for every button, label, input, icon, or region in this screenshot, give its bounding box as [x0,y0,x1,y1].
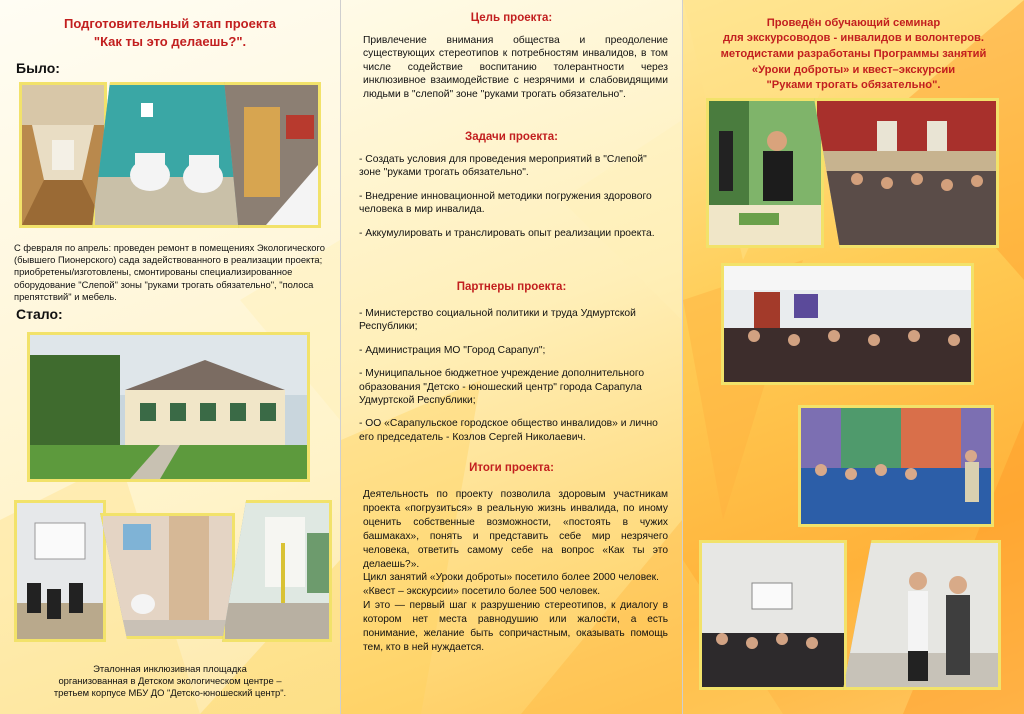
equipment-photo-classroom [14,500,106,642]
corridor-image [22,85,104,225]
task-item: - Внедрение инновационной методики погружения здорового человека в мир инвалида. [359,190,652,216]
classroom-image [17,503,103,639]
panel-seminar [683,0,1024,714]
partners-list [359,307,671,454]
speaker-image [709,101,821,245]
panel1-title-line2: "Как ты это делаешь?". [93,34,247,49]
goal-heading: Цель проекта: [470,12,553,24]
panel1-title-line1: Подготовительный этап проекта [64,16,276,31]
students-image [801,408,991,524]
seminar-title-line3: методистами разработаны Программы занятий [720,48,987,60]
results-heading: Итоги проекта: [469,462,554,474]
tasks-list [359,153,671,250]
hall-audience-image [724,266,971,382]
tasks-heading: Задачи проекта: [465,131,558,143]
seminar-photo-audience [814,98,999,248]
seminar-title-line4: «Уроки доброты» и квест–экскурсии [751,64,956,76]
seminar-photo-speaker [706,98,824,248]
caption-line1: Эталонная инклюзивная площадка [93,663,247,674]
seminar-title-line2: для экскурсоводов - инвалидов и волонтеров. [722,32,985,44]
seminar-title-line1: Проведён обучающий семинар [766,17,941,29]
panel-project-info [341,0,682,714]
before-photo-corridor [19,82,107,228]
before-label: Было: [16,60,60,76]
lecture-image [702,543,844,687]
goal-text: Привлечение внимания общества и преодоление существующих стереотипов к потребностям инвалидов, в том числе содействие воспитанию толерантности через инклюзивное взаимодействие с незрячими и слабовидящими людьми в "слепой" зоне "руками трогать обязательно". [363,35,668,100]
caption-line2: организованная в Детском экологическом центре – [58,675,282,686]
panel-preparation [0,0,340,714]
presenters-image [846,543,998,687]
result-paragraph: Цикл занятий «Уроки доброты» посетило более 2000 человек. [363,572,659,584]
seminar-photo-hall [721,263,974,385]
seminar-photo-lecture [699,540,847,690]
result-paragraph: И это — первый шаг к разрушению стереотипов, к диалогу в котором нет места равнодушию или жалости, а есть понимание, желание быть сопричастным, оказывать помощь тем, кто в ней нуждается. [363,600,668,653]
caption-line3: третьем корпусе МБУ ДО "Детско-юношеский центр". [53,687,287,698]
partner-item: - ОО «Сарапульское городское общество инвалидов» и лично его председатель - Козлов Сергей Николаевич. [359,418,658,443]
audience-image [817,101,996,245]
partners-heading: Партнеры проекта: [456,281,567,293]
after-photo-building [27,332,310,482]
before-photo-toilets [92,82,242,228]
partner-item: - Министерство социальной политики и труда Удмуртской Республики; [359,308,636,333]
repair-description: С февраля по апрель: проведен ремонт в помещениях Экологического (бывшего Пионерского) сада задействованного в реализации проекта; приобретены/изготовлены, смонтированы специализированное оборудование "Слепой" зоны "руками трогать обязательно", "полоса препятствий" и мебель. [14,242,325,302]
result-paragraph: «Квест – экскурсии» посетило более 500 человек. [363,586,601,598]
results-text [363,488,668,655]
task-item: - Создать условия для проведения мероприятий в "Слепой" зоне "руками трогать обязательно". [359,154,647,179]
seminar-title-line5: "Руками трогать обязательно". [766,79,941,91]
toilets-image [95,85,239,225]
seminar-photo-students [798,405,994,527]
partner-item: - Муниципальное бюджетное учреждение дополнительного образования "Детско - юношеский центр" города Сарапула Удмуртской Республики; [359,368,645,407]
result-paragraph: Деятельность по проекту позволила здоровым участникам проекта «погрузиться» в реальную жизнь инвалида, по иному оценить собственные возможности, «постоять в чужих башмаках», понять и представить себе мир незрячего человека, ответить самому себе на вопрос «Как ты это делаешь?». [363,489,668,570]
building-image [30,335,307,479]
after-label: Стало: [16,306,63,322]
partner-item: - Администрация МО "Город Сарапул"; [359,344,546,356]
task-item: - Аккумулировать и транслировать опыт реализации проекта. [359,227,655,239]
